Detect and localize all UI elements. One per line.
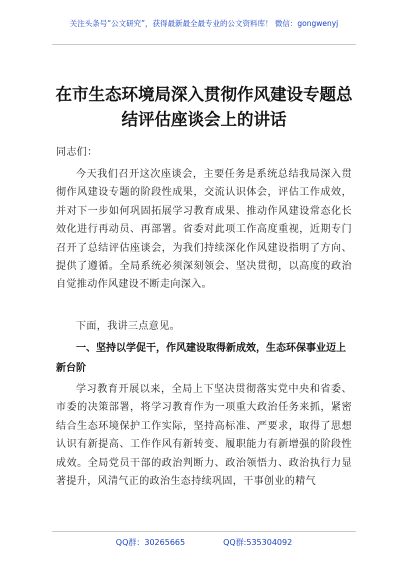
document-title: 在市生态环境局深入贯彻作风建设专题总结评估座谈会上的讲话 xyxy=(55,85,353,129)
footer-qq-group-2: QQ群:535304092 xyxy=(223,538,293,547)
header-divider xyxy=(52,44,356,45)
salutation: 同志们： xyxy=(56,147,98,158)
footer-divider xyxy=(52,531,356,532)
paragraph-intro: 今天我们召开这次座谈会，主要任务是系统总结我局深入贯彻作风建设专题的阶段性成果，交流认识体会，评估工作成效，并对下一步如何巩固拓展学习教育成果、推动作风建设常态化长效化进行再动员、再部署。省委对此项工作高度重视，近期专门召开了总结评估座谈会，为我们持续深化作风建设指明了方向、提供了遵循。全局系统必须深刻领会、坚决贯彻，以高度的政治自觉推动作风建设不断走向深入。 xyxy=(56,169,352,291)
header-banner: 关注头条号“公文研究”，获得最新最全最专业的公文资料库！ 微信：gongwenyj xyxy=(69,19,339,28)
paragraph-section-1: 学习教育开展以来，全局上下坚决贯彻落实党中央和省委、市委的决策部署，将学习教育作为一项重大政治任务来抓，紧密结合生态环境保护工作实际，坚持高标准、严要求，取得了思想认识有新提高、工作作风有新转变、履职能力有新增强的阶段性成效。全局党员干部的政治判断力、政治领悟力、政治执行力显著提升，风清气正的政治生态持续巩固，干事创业的精气 xyxy=(56,384,352,488)
footer-qq-group-1: QQ群：30265665 xyxy=(115,538,186,547)
section-heading-1: 一、坚持以学促干，作风建设取得新成效，生态环保事业迈上新台阶 xyxy=(56,343,346,374)
footer xyxy=(0,537,408,548)
paragraph-transition: 下面，我讲三点意见。 xyxy=(76,321,180,332)
